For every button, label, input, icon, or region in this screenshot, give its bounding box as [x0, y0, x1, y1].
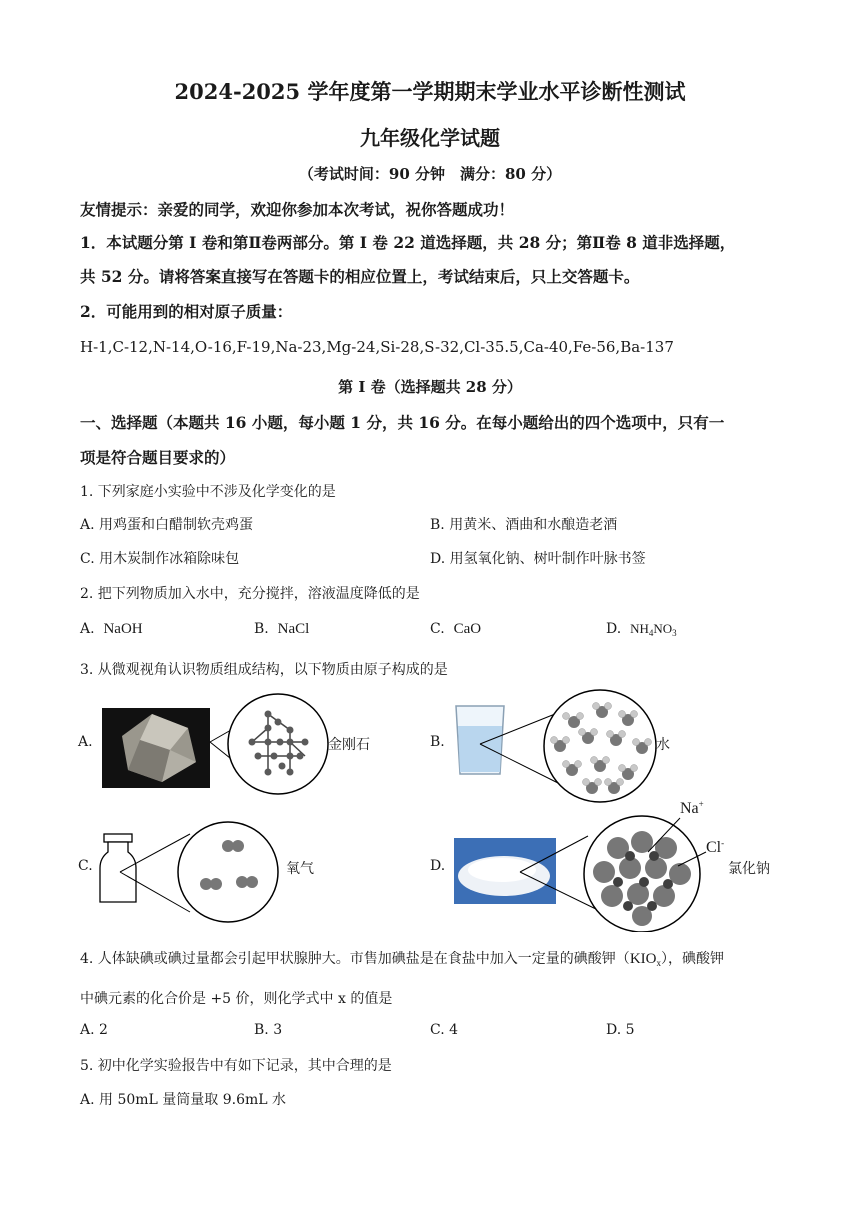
part1-title: 第 I 卷（选择题共 28 分）: [338, 378, 522, 396]
q1-option-a: A. 用鸡蛋和白醋制软壳鸡蛋: [80, 517, 254, 533]
q4-option-b: B. 3: [254, 1022, 283, 1038]
exam-subtitle: 九年级化学试题: [360, 126, 500, 150]
q3-option-d-label: 氯化钠: [728, 861, 770, 877]
q5-option-a: A. 用 50mL 量筒量取 9.6mL 水: [80, 1092, 287, 1108]
note-1-line-1: 1．本试题分第 I 卷和第Ⅱ卷两部分。第 I 卷 22 道选择题，共 28 分；第Ⅱ卷 8 道非选择题，: [80, 233, 736, 252]
q1-option-c: C. 用木炭制作冰箱除味包: [80, 551, 240, 567]
q4-option-a: A. 2: [80, 1022, 108, 1038]
q3-option-a-letter: A.: [78, 734, 93, 750]
q2-option-c: C. CaO: [430, 621, 482, 637]
section-header-line-1: 一、选择题（本题共 16 小题，每小题 1 分，共 16 分。在每小题给出的四个选项中，只有一: [80, 413, 725, 432]
q4-stem-line-1: 4. 人体缺碘或碘过量都会引起甲状腺肿大。市售加碘盐是在食盐中加入一定量的碘酸钾$(KIO_x)$，碘酸钾: [80, 951, 724, 968]
note-2: 2．可能用到的相对原子质量：: [80, 302, 293, 321]
q5-stem: 5. 初中化学实验报告中有如下记录，其中合理的是: [80, 1058, 392, 1074]
na-ion-label: Na+: [680, 799, 704, 817]
q3-option-c-letter: C.: [78, 858, 93, 874]
q1-option-d: D. 用氢氧化钠、树叶制作叶脉书签: [430, 551, 646, 567]
oxygen-illustration: [96, 812, 286, 932]
note-1-line-2: 共 52 分。请将答案直接写在答题卡的相应位置上，考试结束后，只上交答题卡。: [80, 267, 640, 286]
q1-stem: 1. 下列家庭小实验中不涉及化学变化的是: [80, 484, 336, 500]
cl-ion-label: Cl-: [706, 838, 725, 856]
section-header-line-2: 项是符合题目要求的）: [80, 448, 236, 467]
atomic-masses: H-1,C-12,N-14,O-16,F-19,Na-23,Mg-24,Si-28,S-32,Cl-35.5,Ca-40,Fe-56,Ba-137: [80, 338, 674, 356]
q4-stem-line-2: 中碘元素的化合价是 +5 价，则化学式中 x 的值是: [80, 991, 393, 1007]
q3-option-d-letter: D.: [430, 858, 446, 874]
water-illustration: [452, 684, 662, 810]
q3-option-b-letter: B.: [430, 734, 445, 750]
q2-option-d: D. $NH_4NO_3$: [606, 621, 677, 638]
q4-option-c: C. 4: [430, 1022, 459, 1038]
q1-option-b: B. 用黄米、酒曲和水酿造老酒: [430, 517, 618, 533]
q4-option-d: D. 5: [606, 1022, 635, 1038]
q2-option-a: A. NaOH: [80, 621, 143, 637]
q2-stem: 2. 把下列物质加入水中，充分搅拌，溶液温度降低的是: [80, 586, 420, 602]
q3-stem: 3. 从微观视角认识物质组成结构，以下物质由原子构成的是: [80, 662, 448, 678]
greeting: 友情提示：亲爱的同学，欢迎你参加本次考试，祝你答题成功！: [80, 200, 515, 219]
q3-option-b-label: 水: [656, 737, 670, 753]
q2-option-b: B. NaCl: [254, 621, 310, 637]
q3-option-a-label: 金刚石: [328, 737, 370, 753]
diamond-illustration: [100, 692, 330, 802]
sodium-chloride-illustration: [452, 796, 752, 932]
exam-title: 2024-2025 学年度第一学期期末学业水平诊断性测试: [174, 79, 686, 104]
q3-option-c-label: 氧气: [286, 861, 314, 877]
exam-info: （考试时间：90 分钟 满分：80 分）: [298, 165, 562, 183]
